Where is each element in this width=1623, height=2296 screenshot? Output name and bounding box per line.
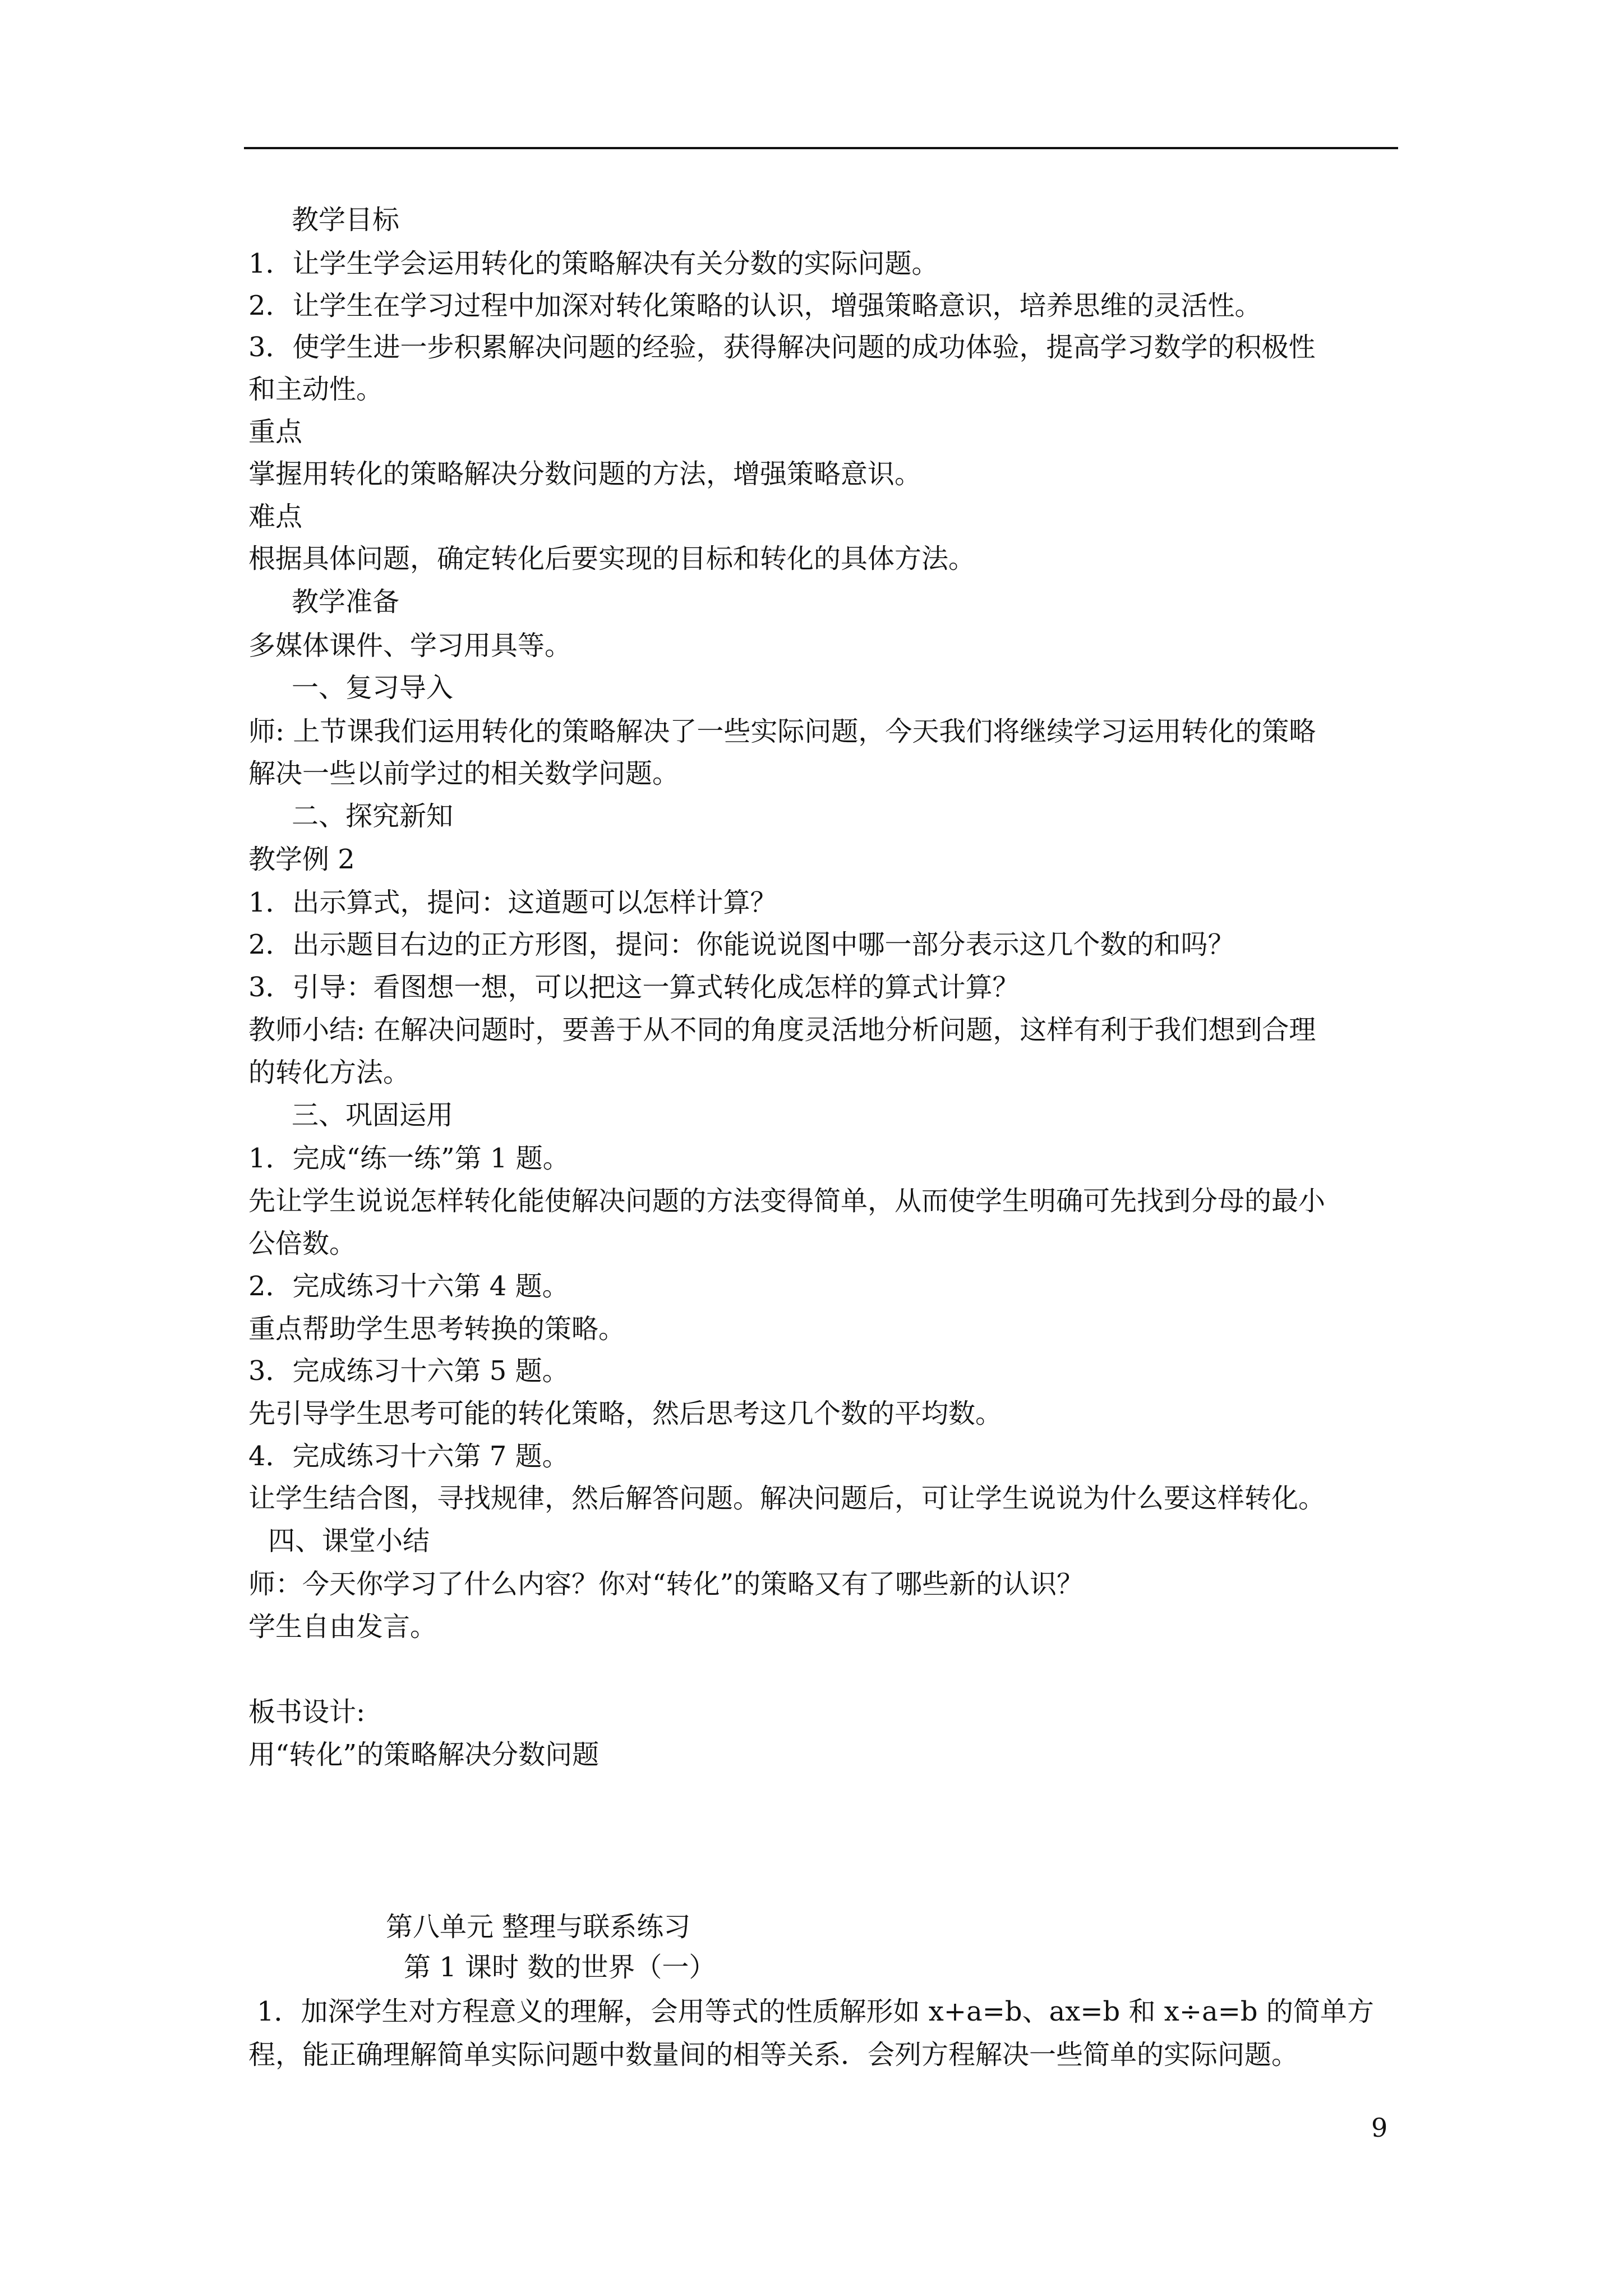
unit-title: 第八单元 整理与联系练习 (386, 1911, 691, 1943)
text-line: 解决一些以前学过的相关数学问题。 (248, 758, 680, 789)
heading-difficulty: 难点 (248, 501, 303, 532)
text-line: 1．完成“练一练”第 1 题。 (248, 1143, 570, 1174)
text-line: 教师小结: 在解决问题时，要善于从不同的角度灵活地分析问题，这样有利于我们想到合理 (248, 1014, 1316, 1046)
heading-key-point: 重点 (248, 416, 303, 448)
section-heading: 三、巩固运用 (292, 1099, 454, 1131)
text-line: 和主动性。 (248, 374, 384, 405)
text-line: 先引导学生思考可能的转化策略，然后思考这几个数的平均数。 (248, 1398, 1003, 1429)
text-line: 让学生结合图，寻找规律，然后解答问题。解决问题后，可让学生说说为什么要这样转化。 (248, 1483, 1326, 1514)
text-line: 用“转化”的策略解决分数问题 (248, 1739, 600, 1770)
text-line: 3．完成练习十六第 5 题。 (248, 1355, 569, 1387)
text-line: 学生自由发言。 (248, 1611, 437, 1642)
text-line: 公倍数。 (248, 1228, 357, 1259)
text-line: 3．引导：看图想一想，可以把这一算式转化成怎样的算式计算？ (248, 972, 1020, 1003)
text-line: 的转化方法。 (248, 1057, 411, 1088)
text-line: 重点帮助学生思考转换的策略。 (248, 1313, 626, 1345)
text-line: 2．出示题目右边的正方形图，提问：你能说说图中哪一部分表示这几个数的和吗？ (248, 929, 1235, 960)
text-line: 多媒体课件、学习用具等。 (248, 630, 572, 661)
heading-teaching-goals: 教学目标 (292, 204, 400, 236)
text-line: 根据具体问题，确定转化后要实现的目标和转化的具体方法。 (248, 543, 976, 574)
text-line: 掌握用转化的策略解决分数问题的方法，增强策略意识。 (248, 458, 922, 490)
text-line: 板书设计: (248, 1696, 366, 1728)
header-rule (244, 147, 1398, 149)
text-line: 1．出示算式，提问：这道题可以怎样计算？ (248, 887, 777, 918)
section-heading: 一、复习导入 (292, 672, 454, 703)
text-line: 1．让学生学会运用转化的策略解决有关分数的实际问题。 (248, 248, 939, 279)
heading-preparation: 教学准备 (292, 586, 400, 618)
text-line: 师: 上节课我们运用转化的策略解决了一些实际问题，今天我们将继续学习运用转化的策略 (248, 716, 1316, 747)
text-line: 4．完成练习十六第 7 题。 (248, 1441, 569, 1472)
text-line: 先让学生说说怎样转化能使解决问题的方法变得简单，从而使学生明确可先找到分母的最小 (248, 1185, 1326, 1217)
text-line: 3．使学生进一步积累解决问题的经验，获得解决问题的成功体验，提高学习数学的积极性 (248, 332, 1316, 363)
text-line: 2．让学生在学习过程中加深对转化策略的认识，增强策略意识，培养思维的灵活性。 (248, 290, 1262, 321)
section-heading: 四、课堂小结 (268, 1525, 430, 1557)
text-line: 教学例 2 (248, 844, 355, 875)
lesson-title: 第 1 课时 数的世界（一） (404, 1952, 716, 1983)
section-heading: 二、探究新知 (292, 800, 454, 832)
text-line: 2．完成练习十六第 4 题。 (248, 1271, 569, 1302)
text-line: 程，能正确理解简单实际问题中数量间的相等关系．会列方程解决一些简单的实际问题。 (248, 2039, 1299, 2070)
page-number: 9 (1371, 2113, 1388, 2143)
text-line: 师：今天你学习了什么内容？你对“转化”的策略又有了哪些新的认识？ (248, 1568, 1084, 1600)
text-line: 1．加深学生对方程意义的理解，会用等式的性质解形如 x+a=b、ax=b 和 x÷a=b 的简单方 (257, 1996, 1374, 2027)
